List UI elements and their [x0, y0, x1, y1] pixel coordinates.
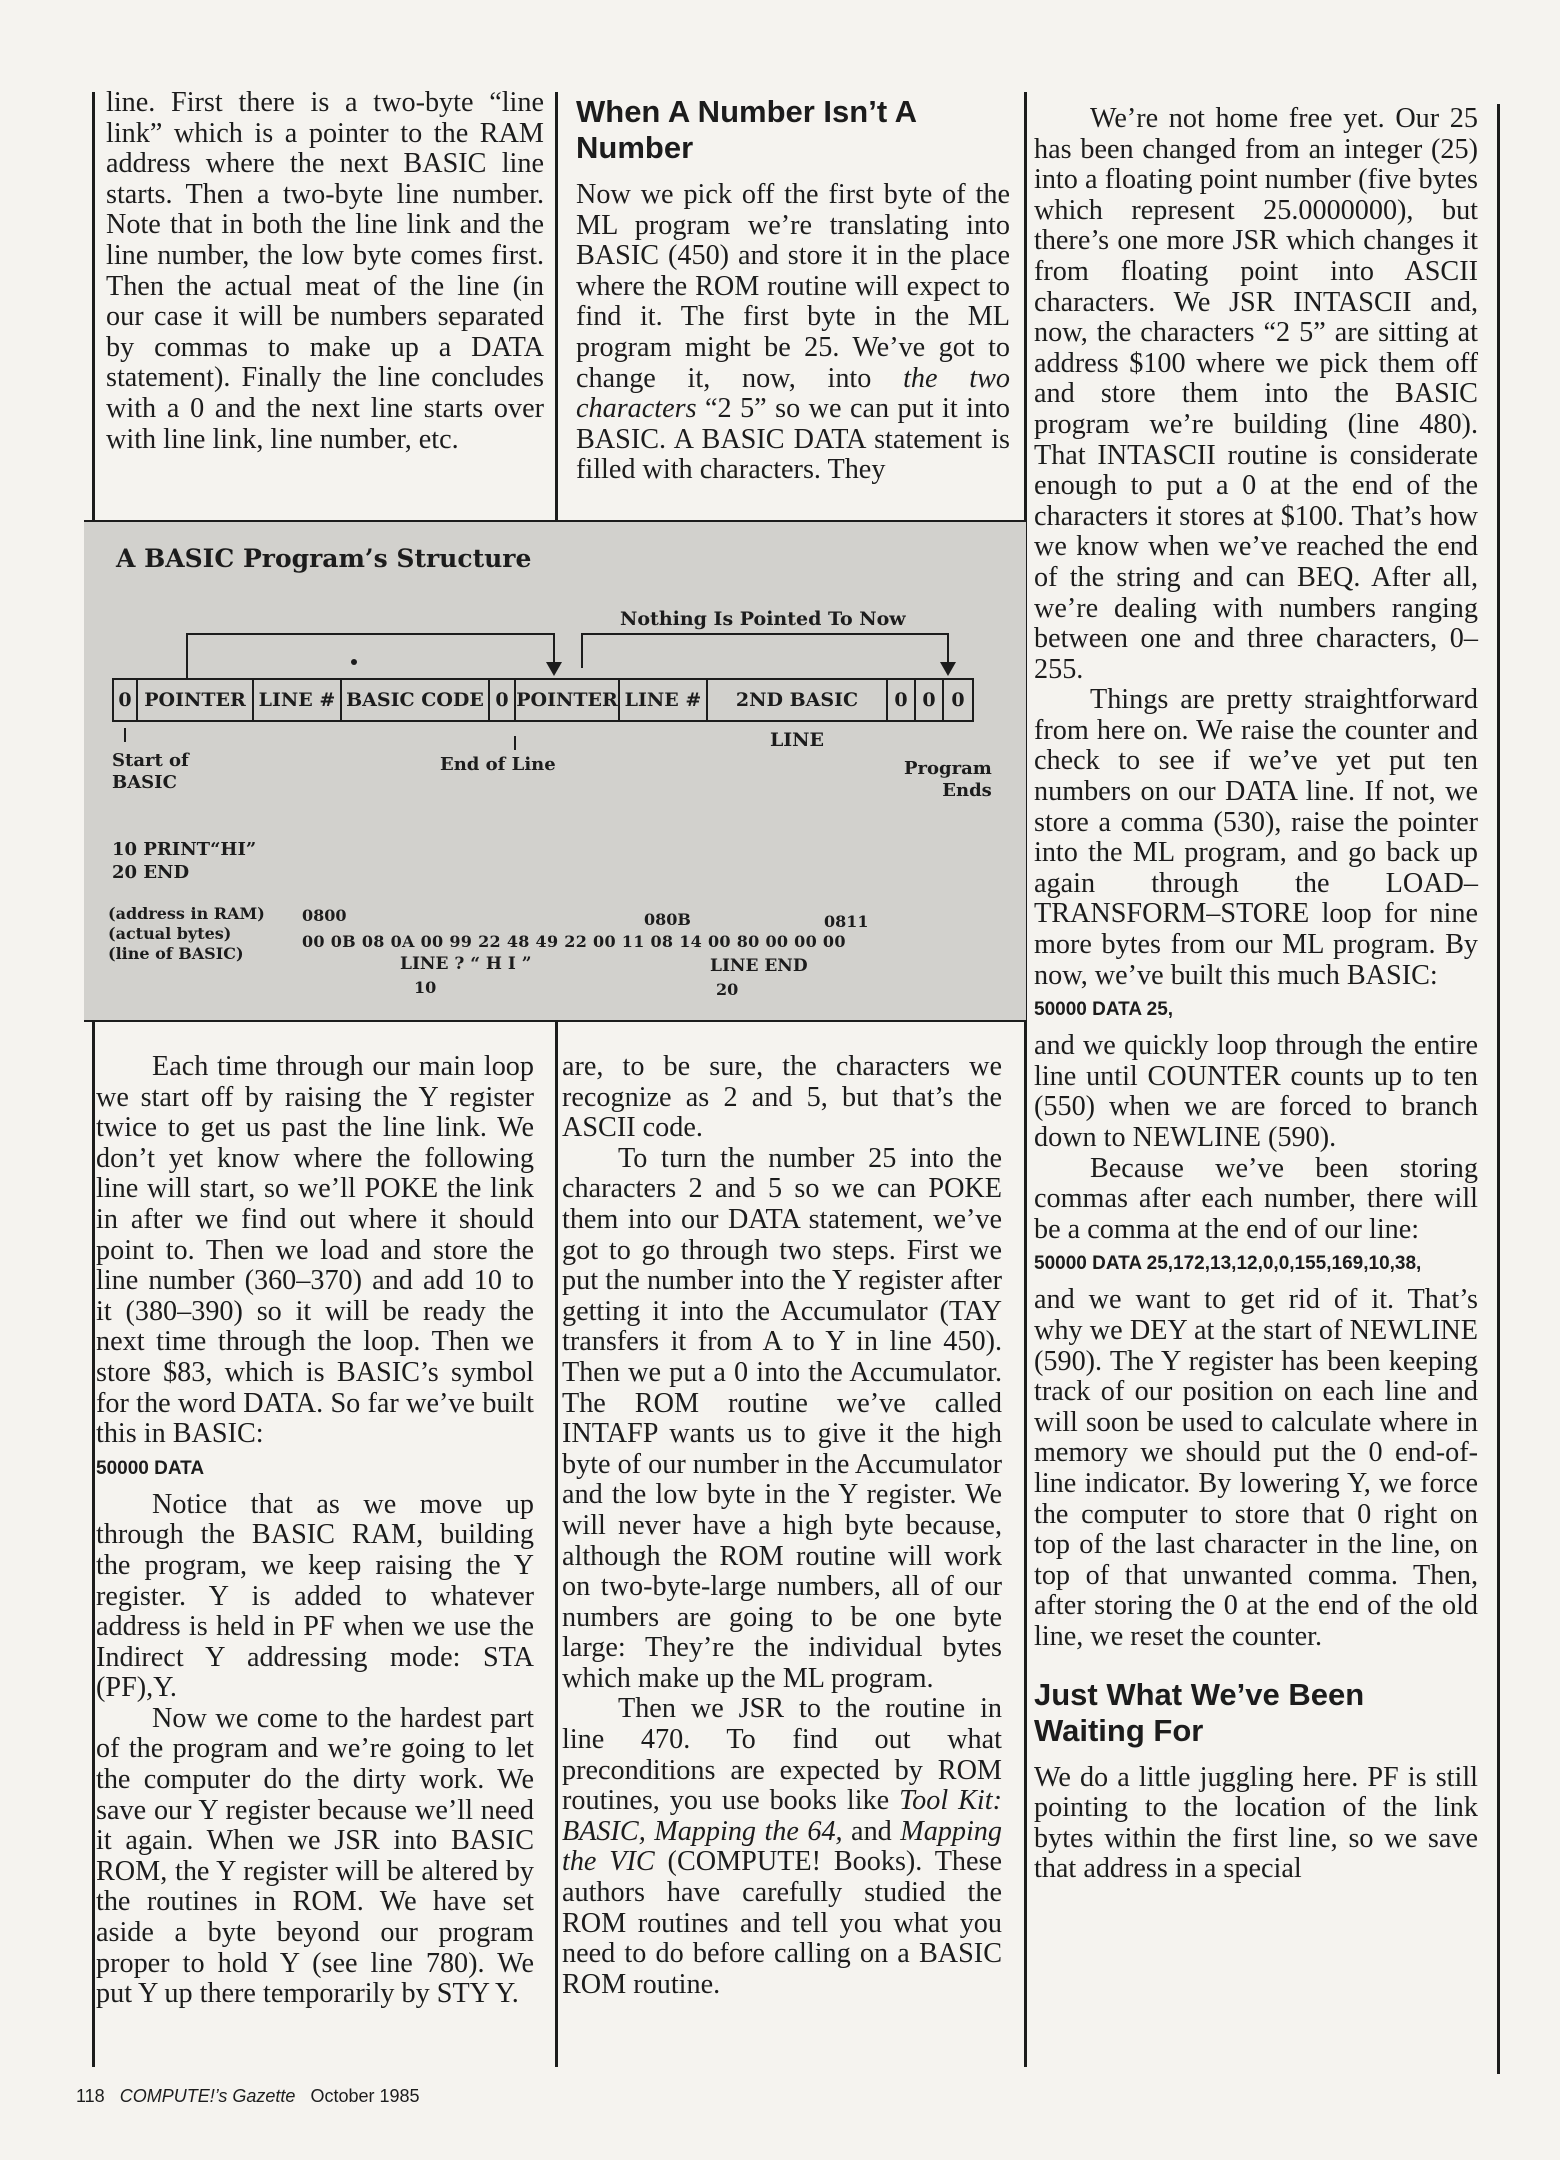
memory-cell: LINE # — [254, 680, 342, 720]
memory-cell: 2ND BASIC LINE — [708, 680, 888, 720]
section-heading: Just What We’ve Been Waiting For — [1034, 1676, 1365, 1748]
paragraph: are, to be sure, the characters we recognize as 2 and 5, but that’s the ASCII code. — [562, 1051, 1002, 1144]
memory-cell: POINTER — [138, 680, 254, 720]
tick-mark — [514, 736, 516, 750]
row-labels: (address in RAM) (actual bytes) (line of BASIC) — [108, 904, 265, 963]
column-rule — [92, 92, 95, 2067]
end-of-line-label: End of Line — [440, 754, 556, 775]
basic-tokens: LINE ? “ H I ” — [400, 954, 532, 974]
memory-cell: 0 — [114, 680, 138, 720]
program-ends-label: Program Ends — [904, 758, 992, 801]
line-number: 10 — [414, 978, 437, 997]
memory-cells — [112, 678, 974, 751]
pointer-note: Nothing Is Pointed To Now — [620, 608, 906, 630]
column-1-bottom — [96, 1052, 534, 2010]
paragraph: Notice that as we move up through the BASIC RAM, building the program, we keep raising the Y register. Y is added to whatever address is held in PF when we use the Indirect Y addressing mode: STA (PF),Y. — [96, 1488, 534, 1704]
paragraph: Now we pick off the first byte of the ML program we’re translating into BASIC (450) and store it in the place where the ROM routine will expect to find it. The first byte in the ML program might be 25. We’ve got to change it, now, into the two characters “2 5” so we can put it into BASIC. A BASIC DATA statement is filled with characters. They — [576, 179, 1010, 486]
ram-address: 080B — [644, 910, 691, 929]
column-2-top — [576, 94, 1010, 486]
paragraph: Because we’ve been storing commas after each number, there will be a comma at the end of our line: — [1034, 1152, 1478, 1245]
code-line: 50000 DATA — [96, 1457, 205, 1479]
issue-date: October 1985 — [310, 2086, 420, 2106]
basic-structure-diagram — [84, 520, 1026, 1022]
paragraph: line. First there is a two-byte “line link” which is a pointer to the RAM address where the next BASIC line starts. Then a two-byte line number. Note that in both the line link and the line number, the low byte comes first. Then the actual meat of the line (in our case it will be numbers separated by commas to make up a DATA statement). Finally the line concludes with a 0 and the next line starts over with line link, line number, etc. — [106, 87, 544, 455]
memory-cell: POINTER — [516, 680, 620, 720]
paragraph: Then we JSR to the routine in line 470. To find out what preconditions are expected by ROM routines, you use books like Tool Kit: BASIC, Mapping the 64, and Mapping the VIC (COMPUTE! Books). These authors have carefully studied the ROM routines and tell you what you need to do before calling on a BASIC ROM routine. — [562, 1693, 1002, 2000]
code-line: 50000 DATA 25, — [1034, 999, 1174, 1021]
paragraph: To turn the number 25 into the characters 2 and 5 so we can POKE them into our DATA statement, we’ve got to go through two steps. First we put the number into the Y register after getting it into the Accumulator (TAY transfers it from A to Y in line 450). Then we put a 0 into the Accumulator. The ROM routine we’ve called INTAFP wants us to give it the high byte of our number in the Accumulator and the low byte in the Y register. We will never have a high byte because, although the ROM routine will work on two-byte-large numbers, all of our numbers are going to be one byte large: They’re the individual bytes which make up the ML program. — [562, 1142, 1002, 1694]
memory-cell: 0 — [888, 680, 916, 720]
paragraph: and we quickly loop through the entire line until COUNTER counts up to ten (550) when we are forced to branch down to NEWLINE (590). — [1034, 1030, 1478, 1153]
memory-cell: 0 — [490, 680, 516, 720]
line-number: 20 — [716, 980, 739, 999]
column-rule — [555, 92, 558, 2067]
column-2-bottom — [562, 1052, 1002, 2000]
tick-mark — [124, 728, 126, 742]
memory-cell: 0 — [916, 680, 944, 720]
column-rule — [1024, 92, 1027, 2067]
memory-cell: LINE # — [620, 680, 708, 720]
ram-address: 0800 — [302, 906, 347, 925]
basic-listing: 10 PRINT“HI” 20 END — [112, 839, 257, 883]
paragraph: and we want to get rid of it. That’s why we DEY at the start of NEWLINE (590). The Y register has been keeping track of our position on each line and will soon be used to calculate where in memory we should put the 0 end-of-line indicator. By lowering Y, we force the computer to store that 0 right on top of the last character in the line, on top of that unwanted comma. Then, after storing the 0 at the end of the old line, we reset the counter. — [1034, 1284, 1478, 1652]
page-footer — [76, 2086, 420, 2107]
column-1-top — [106, 88, 544, 455]
pointer-arrows — [84, 522, 1026, 682]
paragraph: We’re not home free yet. Our 25 has been changed from an integer (25) into a floating point number (five bytes which represent 25.0000000), but there’s one more JSR which changes it from floating point into ASCII characters. We JSR INTASCII and, now, the characters “2 5” are sitting at address $100 where we pick them off and store them into the BASIC program we’re building (line 480). That INTASCII routine is considerate enough to put a 0 at the end of the characters it stores at $100. That’s how we know when we’ve reached the end of the string and can BEQ. After all, we’re dealing with numbers ranging between one and three characters, 0–255. — [1034, 103, 1478, 685]
column-3 — [1034, 104, 1478, 1885]
paragraph: Things are pretty straightforward from here on. We raise the counter and check to see if we’ve yet put ten numbers on our DATA line. If not, we store a comma (530), raise the pointer into the ML program, and go back up again through the LOAD–TRANSFORM–STORE loop for nine more bytes from our ML program. By now, we’ve built this much BASIC: — [1034, 684, 1478, 991]
paragraph: We do a little juggling here. PF is still pointing to the location of the link bytes within the first line, so we save that address in a special — [1034, 1761, 1478, 1885]
column-rule — [1497, 104, 1500, 2074]
paragraph: Each time through our main loop we start off by raising the Y register twice to get us past the line link. We don’t yet know where the following line will start, so we’ll POKE the link in after we find out where it should point to. Then we load and store the line number (360–370) and add 10 to it (380–390) so it will be ready the next time through the loop. Then we store $83, which is BASIC’s symbol for the word DATA. So far we’ve built this in BASIC: — [96, 1051, 534, 1450]
memory-cell: 0 — [951, 689, 965, 711]
code-line: 50000 DATA 25,172,13,12,0,0,155,169,10,38, — [1034, 1253, 1422, 1275]
start-label: Start of BASIC — [112, 750, 189, 793]
ram-address: 0811 — [824, 912, 869, 931]
memory-cell: BASIC CODE — [342, 680, 490, 720]
basic-tokens: LINE END — [710, 956, 808, 976]
publication-name: COMPUTE!’s Gazette — [119, 2086, 296, 2106]
actual-bytes: 00 0B 08 0A 00 99 22 48 49 22 00 11 08 14 00 80 00 00 00 — [302, 932, 846, 951]
paragraph: Now we come to the hardest part of the program and we’re going to let the computer do the dirty work. We save our Y register because we’ll need it again. When we JSR into BASIC ROM, the Y register will be altered by the routines in ROM. We have set aside a byte beyond our program proper to hold Y (see line 780). We put Y up there temporarily by STY Y. — [96, 1702, 534, 2010]
diagram-title: A BASIC Program’s Structure — [116, 544, 532, 573]
page-number: 118 — [76, 2086, 105, 2106]
section-heading: When A Number Isn’t A Number — [576, 94, 916, 165]
